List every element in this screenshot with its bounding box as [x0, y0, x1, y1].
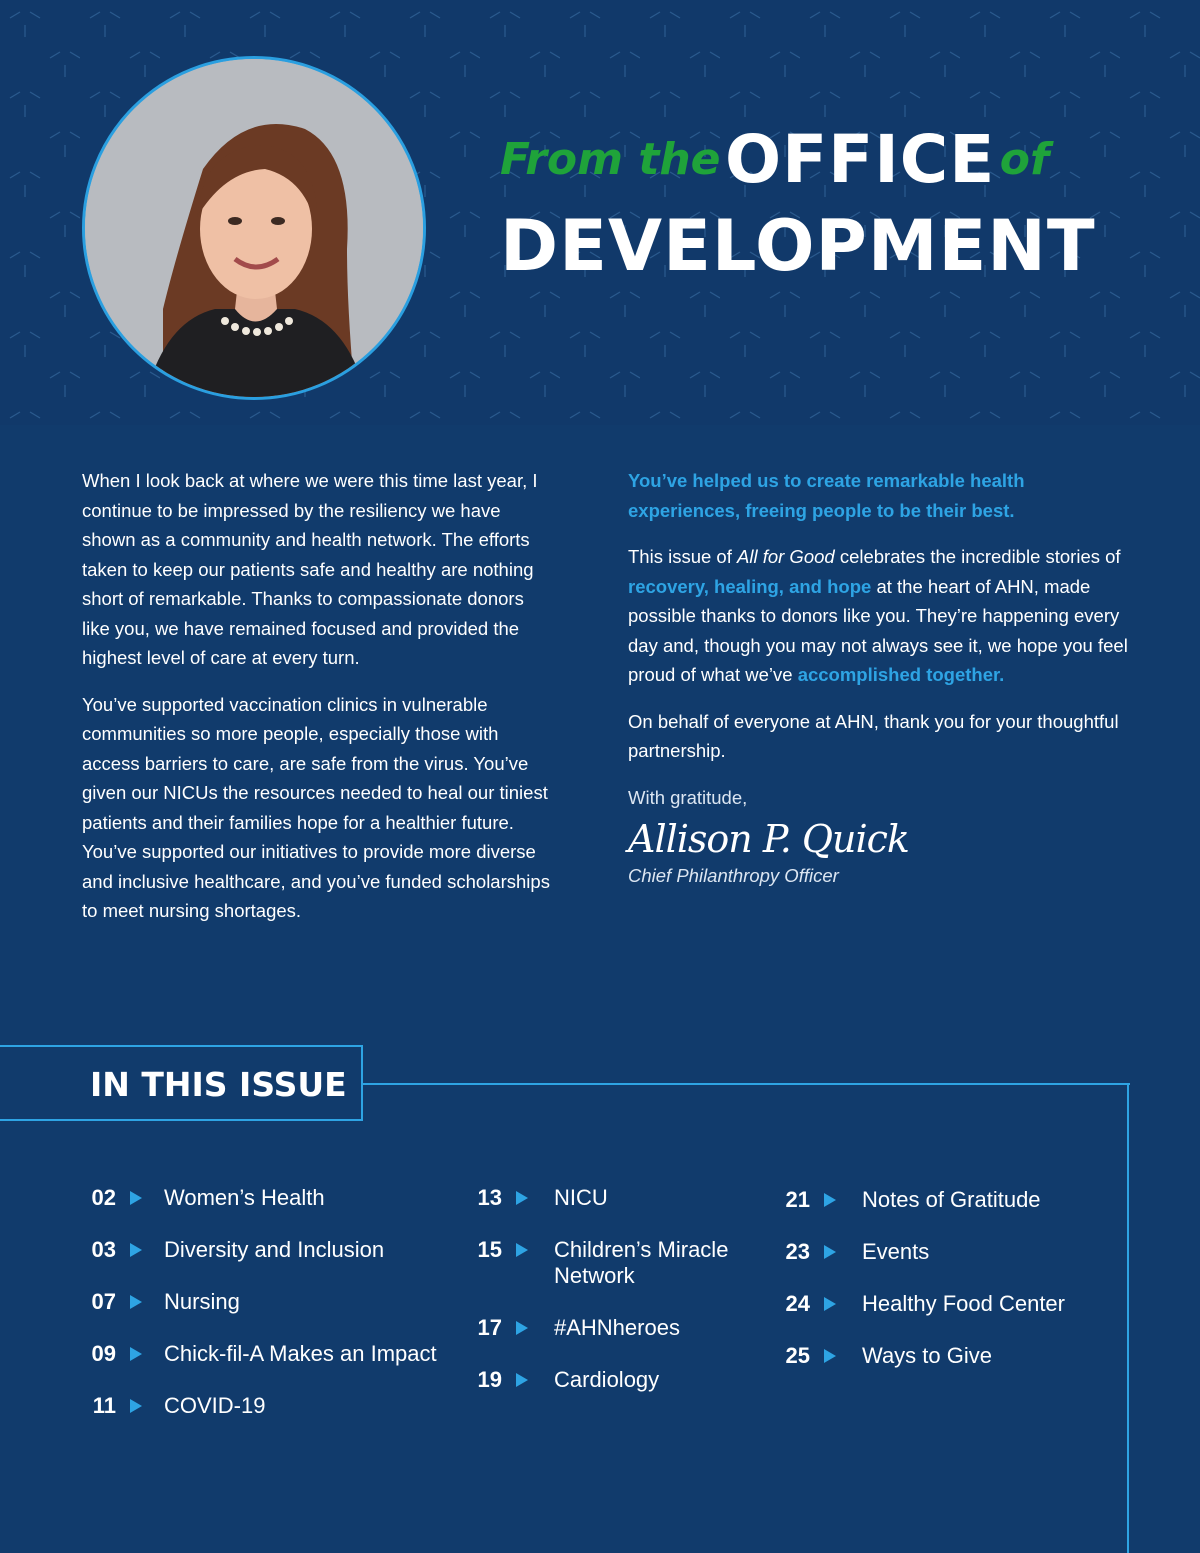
toc-label: Healthy Food Center: [862, 1291, 1065, 1316]
signer-title: Chief Philanthropy Officer: [628, 865, 839, 886]
toc-page-number: 24: [785, 1291, 810, 1316]
toc-label: Notes of Gratitude: [862, 1187, 1041, 1212]
toc-label: NICU: [554, 1185, 608, 1210]
headline-office: OFFICE: [724, 121, 996, 198]
frame-line-right: [1127, 1083, 1129, 1553]
toc-page-number: 09: [91, 1341, 116, 1366]
triangle-right-icon: [130, 1243, 142, 1257]
toc-label: Cardiology: [554, 1367, 660, 1392]
toc-label: Women’s Health: [164, 1185, 325, 1210]
highlight-text: recovery, healing, and hope: [628, 575, 872, 597]
letter-left-column: [82, 466, 552, 943]
triangle-right-icon: [130, 1399, 142, 1413]
signature: Allison P. Quick: [628, 817, 909, 861]
letter-paragraph: [628, 542, 1138, 690]
letter-paragraph: When I look back at where we were this time last year, I continue to be impressed by the resiliency we have shown as a community and health network. The efforts taken to keep our patients safe and healthy are nothing short of remarkable. Thanks to compassionate donors like you, we have remained focused and provided the highest level of care at every turn.: [82, 470, 538, 668]
highlight-text: accomplished together.: [797, 664, 1005, 685]
headline-script-suffix: of: [999, 134, 1050, 185]
publication-name: All for Good: [737, 546, 835, 567]
toc-page-number: 23: [785, 1239, 810, 1264]
text-run: at the heart of AHN, made possible thanks to donors like you. They’re happening every day and, though you may not always see it, we hope you feel proud of what we’ve: [628, 575, 1128, 685]
toc-label-line2: Network: [554, 1263, 635, 1288]
toc-page-number: 02: [91, 1185, 116, 1210]
text-run: celebrates the incredible stories of: [834, 546, 1121, 567]
triangle-right-icon: [824, 1297, 836, 1311]
toc-label: Diversity and Inclusion: [164, 1237, 385, 1262]
letter-paragraph: You’ve supported vaccination clinics in vulnerable communities so more people, especially those with access barriers to care, are safe from the virus. You’ve given our NICUs the resources needed to heal our tiniest patients and their families hope for a healthier future. You’ve supported our initiatives to provide more diverse and inclusive healthcare, and you’ve funded scholarships to meet nursing shortages.: [82, 693, 550, 921]
toc-label: Children’s Miracle: [554, 1237, 729, 1262]
toc-heading: IN THIS ISSUE: [90, 1065, 347, 1104]
headline-development: DEVELOPMENT: [500, 205, 1096, 287]
letter-right-column: [628, 466, 1138, 890]
portrait-photo: [82, 56, 426, 400]
toc-page-number: 17: [477, 1315, 502, 1340]
text-run: This issue of: [628, 546, 737, 567]
hero-banner: [0, 0, 1200, 425]
toc-page-number: 03: [91, 1237, 116, 1262]
toc-page-number: 13: [477, 1185, 502, 1210]
toc-label: Ways to Give: [862, 1343, 992, 1368]
toc-page-number: 15: [477, 1237, 502, 1262]
triangle-right-icon: [516, 1321, 528, 1335]
toc-label: Nursing: [164, 1289, 240, 1314]
letter-paragraph: On behalf of everyone at AHN, thank you for your thoughtful partnership.: [628, 710, 1119, 761]
toc-page-number: 07: [91, 1289, 116, 1314]
toc-page-number: 25: [785, 1343, 810, 1368]
triangle-right-icon: [824, 1193, 836, 1207]
signoff: With gratitude,: [628, 786, 748, 808]
toc-page-number: 21: [785, 1187, 810, 1212]
toc-page-number: 19: [477, 1367, 502, 1392]
triangle-right-icon: [516, 1191, 528, 1205]
frame-line-top: [363, 1083, 1130, 1085]
toc-label: #AHNheroes: [554, 1315, 680, 1340]
in-this-issue-box: [0, 1045, 363, 1121]
triangle-right-icon: [130, 1347, 142, 1361]
toc-label: Events: [862, 1239, 930, 1264]
triangle-right-icon: [130, 1295, 142, 1309]
page-headline: [500, 120, 1160, 286]
letter-lead: You’ve helped us to create remarkable health experiences, freeing people to be their best.: [628, 470, 1025, 521]
headline-script-prefix: From the: [500, 134, 721, 185]
toc-page-number: 11: [92, 1393, 116, 1418]
toc-label: Chick-fil-A Makes an Impact: [164, 1341, 437, 1366]
toc-label: COVID-19: [164, 1393, 266, 1418]
triangle-right-icon: [130, 1191, 142, 1205]
triangle-right-icon: [516, 1243, 528, 1257]
triangle-right-icon: [824, 1349, 836, 1363]
triangle-right-icon: [824, 1245, 836, 1259]
triangle-right-icon: [516, 1373, 528, 1387]
